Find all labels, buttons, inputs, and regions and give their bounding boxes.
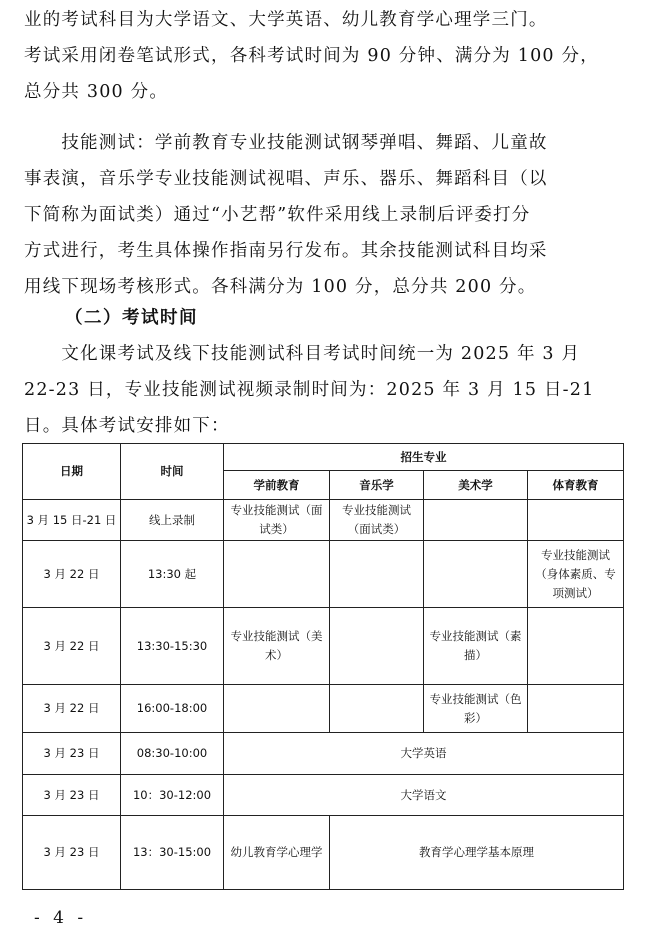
- exam-schedule-table: [22, 443, 624, 890]
- cell-date: 3 月 22 日: [23, 608, 121, 685]
- cell-time: 13：30-15:00: [121, 816, 224, 890]
- table-row: [23, 733, 624, 775]
- cell-pe: [528, 500, 624, 541]
- table-row: [23, 775, 624, 816]
- table-row: [23, 541, 624, 608]
- text-line: 方式进行，考生具体操作指南另行发布。其余技能测试科目均采: [24, 241, 548, 261]
- cell-time: 13:30 起: [121, 541, 224, 608]
- cell-pe: [528, 608, 624, 685]
- table-row: [23, 685, 624, 733]
- cell-time: 08:30-10:00: [121, 733, 224, 775]
- cell-music: [330, 685, 424, 733]
- page-number: - 4 -: [34, 908, 88, 928]
- cell-art: 专业技能测试（素描）: [424, 608, 528, 685]
- text-line: 业的考试科目为大学语文、大学英语、幼儿教育学心理学三门。: [24, 10, 548, 30]
- header-time: 时间: [121, 444, 224, 500]
- cell-date: 3 月 23 日: [23, 733, 121, 775]
- text-line: 事表演，音乐学专业技能测试视唱、声乐、器乐、舞蹈科目（以: [24, 169, 548, 189]
- header-majors-group: 招生专业: [224, 444, 624, 471]
- cell-pe: [528, 685, 624, 733]
- header-major-music: 音乐学: [330, 471, 424, 500]
- cell-music: 专业技能测试（面试类）: [330, 500, 424, 541]
- cell-time: 10：30-12:00: [121, 775, 224, 816]
- text-line: 日。具体考试安排如下：: [24, 416, 230, 436]
- header-major-preschool: 学前教育: [224, 471, 330, 500]
- header-date: 日期: [23, 444, 121, 500]
- cell-date: 3 月 22 日: [23, 541, 121, 608]
- text-line: 总分共 300 分。: [24, 82, 169, 102]
- cell-time: 线上录制: [121, 500, 224, 541]
- header-major-pe: 体育教育: [528, 471, 624, 500]
- cell-preschool: 专业技能测试（面试类）: [224, 500, 330, 541]
- cell-art: [424, 500, 528, 541]
- cell-date: 3 月 22 日: [23, 685, 121, 733]
- cell-date: 3 月 23 日: [23, 816, 121, 890]
- table-row: [23, 500, 624, 541]
- text-line: 考试采用闭卷笔试形式，各科考试时间为 90 分钟、满分为 100 分，: [24, 46, 599, 66]
- text-line: 22-23 日，专业技能测试视频录制时间为：2025 年 3 月 15 日-21: [24, 380, 595, 400]
- paragraph-exam-time: [24, 336, 624, 444]
- cell-other-subject: 教育学心理学基本原理: [330, 816, 624, 890]
- header-major-art: 美术学: [424, 471, 528, 500]
- section-heading: （二）考试时间: [65, 308, 198, 328]
- cell-music: [330, 608, 424, 685]
- text-line: 用线下现场考核形式。各科满分为 100 分，总分共 200 分。: [24, 277, 537, 297]
- paragraph-skill-test: [24, 125, 624, 305]
- cell-pe: 专业技能测试（身体素质、专项测试）: [528, 541, 624, 608]
- cell-subject: 大学英语: [224, 733, 624, 775]
- cell-preschool: [224, 541, 330, 608]
- text-line: 下简称为面试类）通过“小艺帮”软件采用线上录制后评委打分: [24, 205, 531, 225]
- cell-music: [330, 541, 424, 608]
- table-row: [23, 816, 624, 890]
- text-line: 技能测试：学前教育专业技能测试钢琴弹唱、舞蹈、儿童故: [24, 133, 548, 153]
- cell-date: 3 月 23 日: [23, 775, 121, 816]
- text-line: 文化课考试及线下技能测试科目考试时间统一为 2025 年 3 月: [24, 344, 581, 364]
- cell-subject: 大学语文: [224, 775, 624, 816]
- paragraph-subjects: [24, 2, 624, 110]
- cell-time: 16:00-18:00: [121, 685, 224, 733]
- cell-preschool: [224, 685, 330, 733]
- cell-art: [424, 541, 528, 608]
- cell-date: 3 月 15 日-21 日: [23, 500, 121, 541]
- cell-time: 13:30-15:30: [121, 608, 224, 685]
- cell-preschool-subject: 幼儿教育学心理学: [224, 816, 330, 890]
- cell-art: 专业技能测试（色彩）: [424, 685, 528, 733]
- cell-preschool: 专业技能测试（美术）: [224, 608, 330, 685]
- table-row: [23, 608, 624, 685]
